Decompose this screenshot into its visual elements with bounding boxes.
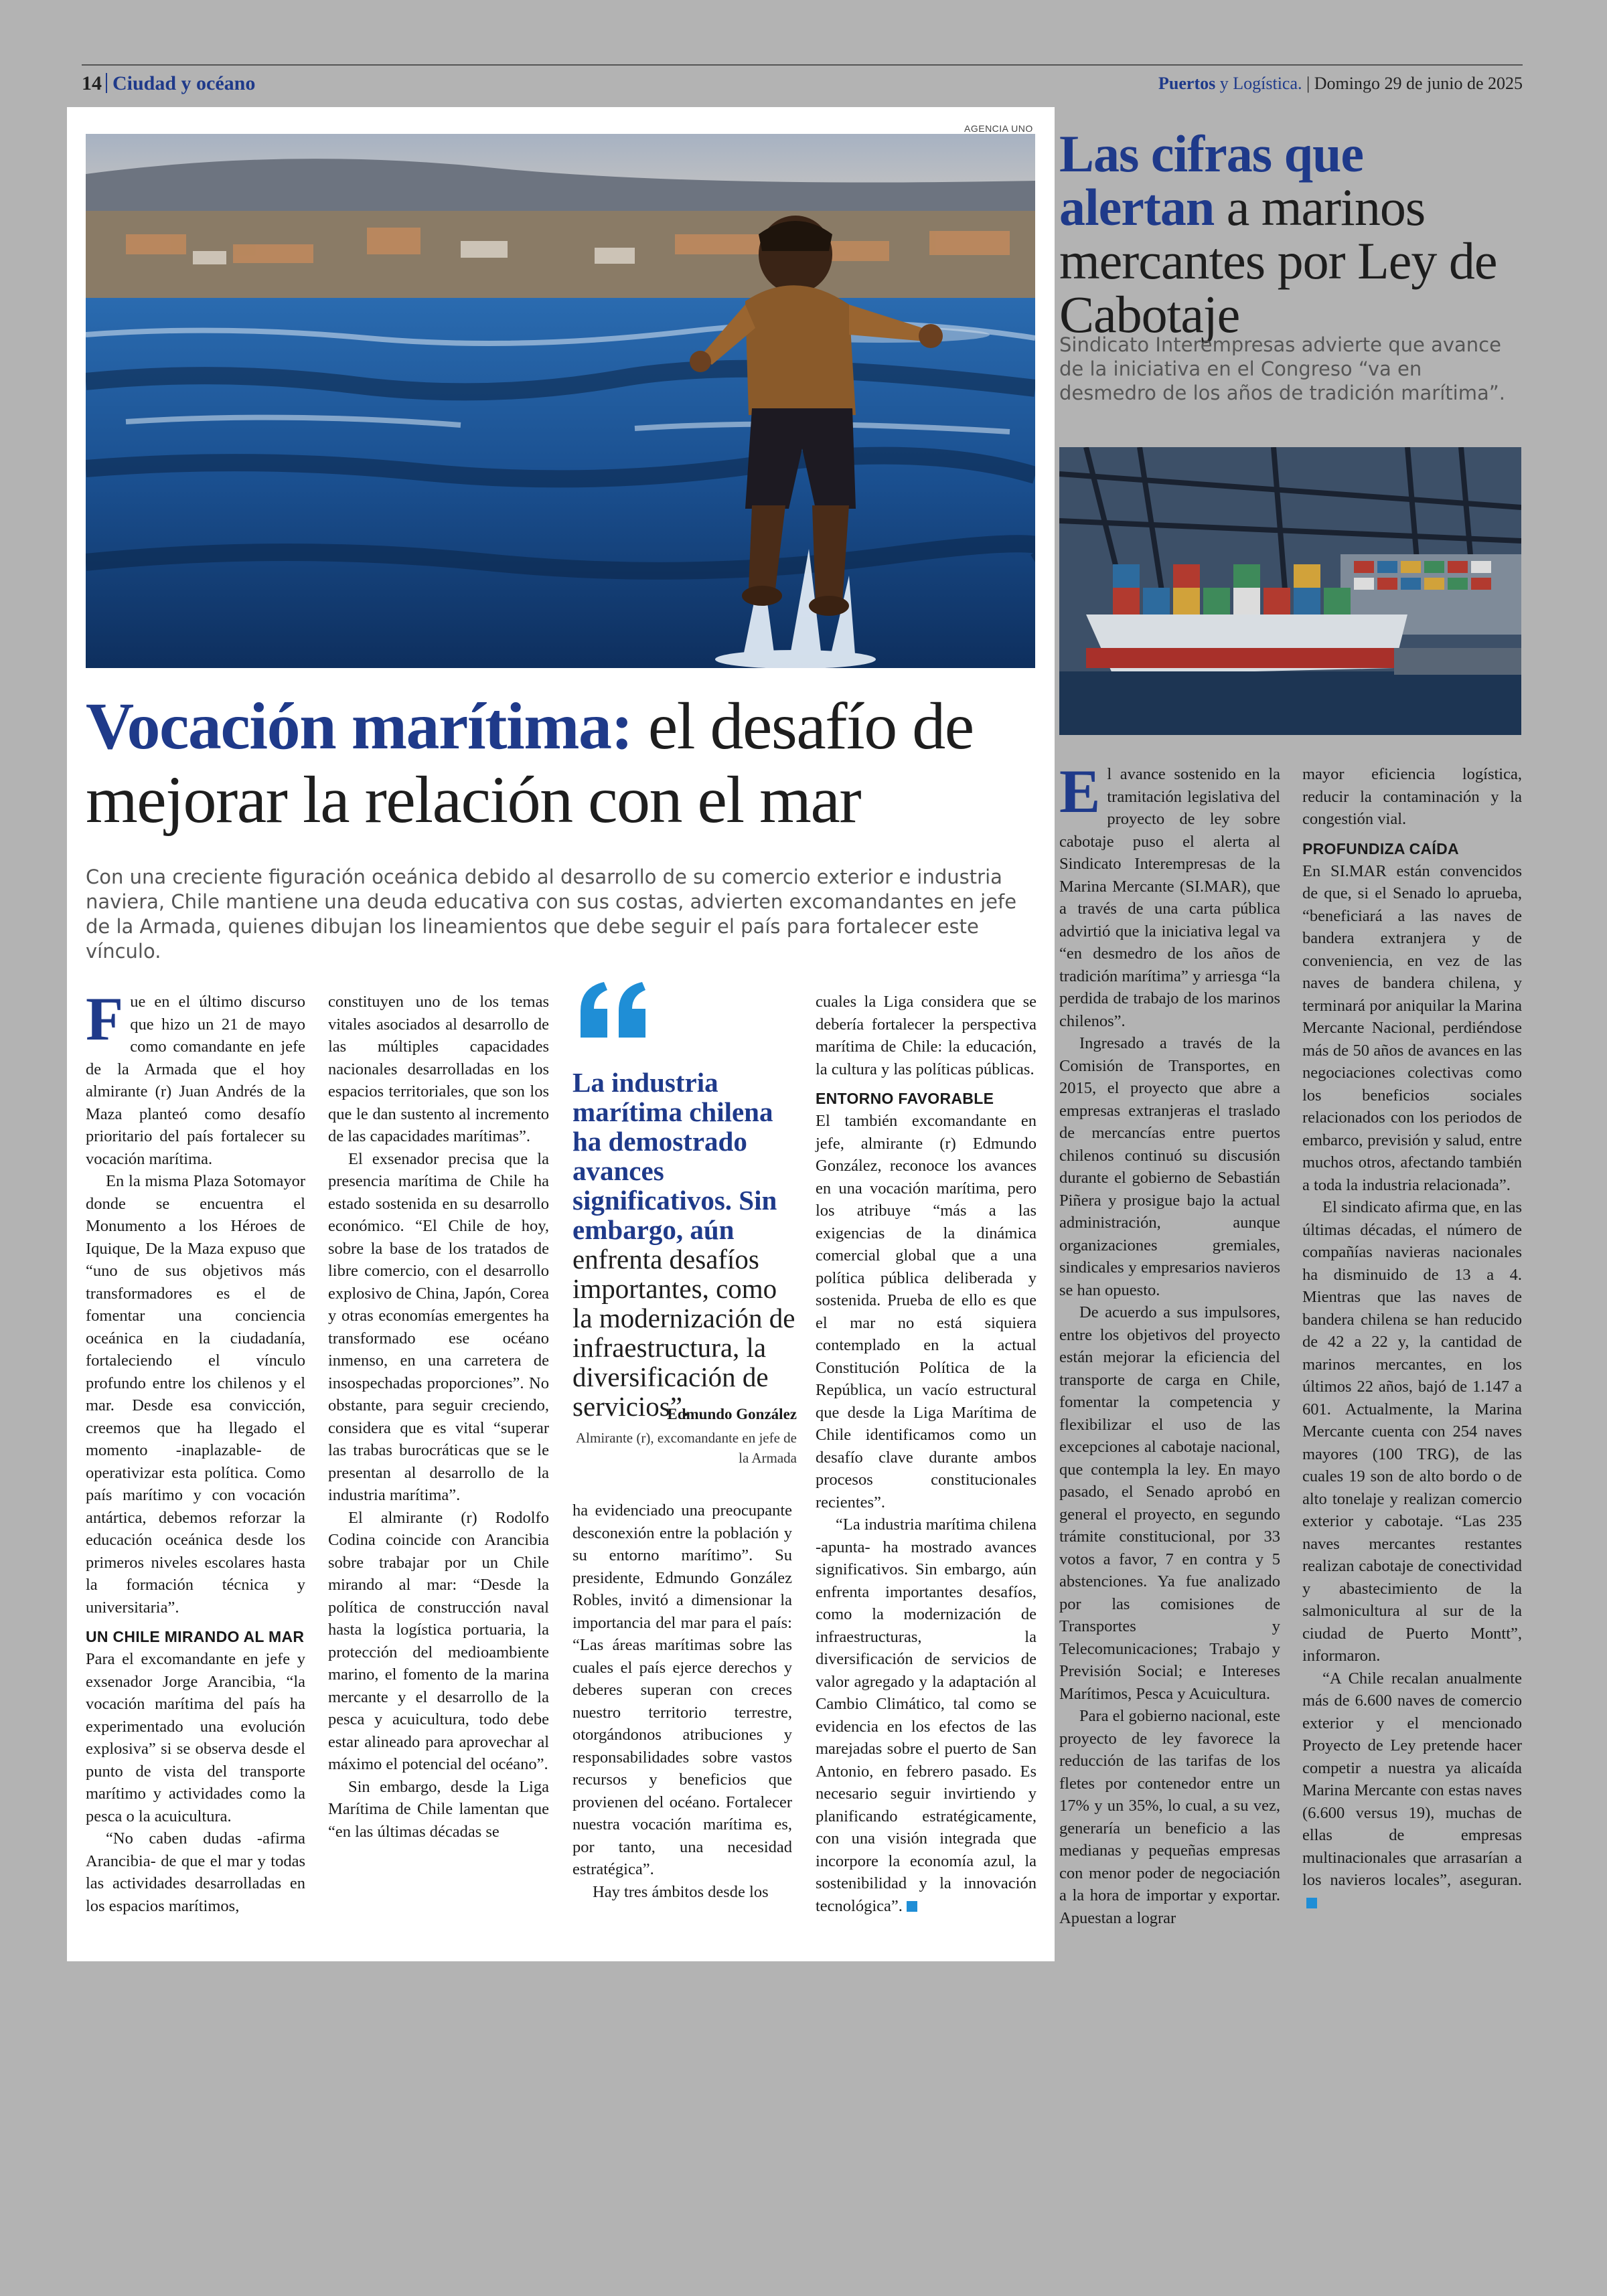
paragraph: Para el gobierno nacional, este proyecto de ley favorece la reducción de las tarifas de los fletes por contenedor entre un 17% y un 35%, lo cual, a su vez, generaría un beneficio a las medianas y pequeñas empresas con menor poder de negociación a la hora de importar y exportar. Apuestan a lograr xyxy=(1059,1707,1281,1927)
paragraph-text: ue en el último discurso que hizo un 21 de mayo como comandante en jefe de la Armada que el hoy almirante (r) Juan Andrés de la Maza planteó como desafío prioritario del país fortalecer su vocación marítima. xyxy=(86,993,305,1168)
paragraph: En SI.MAR están convencidos de que, si el Senado lo aprueba, “beneficiará a las naves de bandera extranjera y de conveniencia, en vez de las naves de bandera chilena, y terminará por aniquilar la Marina Mercante Nacional, perdiéndose más de 50 años de avances en las negociaciones colectivas como los beneficios sociales relacionados con los periodos de embarco, previsión y salud, entre muchos otros, afectando también a toda la industria relacionada”. xyxy=(1302,862,1522,1194)
paragraph: “No caben dudas -afirma Arancibia- de que el mar y todas las actividades desarrolladas en los espacios marítimos, xyxy=(86,1829,305,1915)
pull-quote xyxy=(572,1068,800,1421)
container-ship-at-port-image xyxy=(1059,447,1521,735)
side-headline xyxy=(1059,127,1528,341)
paragraph: En la misma Plaza Sotomayor donde se encuentra el Monumento a los Héroes de Iquique, De la Maza expuso que “uno de sus objetivos más transformadores es el de fomentar una conciencia oceánica en la ciudadanía, fortaleciendo el vínculo profundo entre los chilenos y el mar. Desde esa convicción, creemos que ha llegado el momento -inaplazable- de operativizar esta política. Como país marítimo y con vocación antártica, debemos reforzar la educación oceánica desde los primeros niveles escolares hasta la formación técnica y universitaria”. xyxy=(86,1172,305,1617)
paragraph: Sin embargo, desde la Liga Marítima de Chile lamentan que “en las últimas décadas se xyxy=(328,1777,549,1841)
side-deck: Sindicato Interempresas advierte que avance de la iniciativa en el Congreso “va en desmedro de los años de tradición marítima”. xyxy=(1059,333,1505,404)
main-column-4 xyxy=(816,991,1037,1917)
publication-brand: Puertos xyxy=(1158,74,1216,93)
paragraph xyxy=(1302,1667,1522,1914)
paragraph xyxy=(816,1513,1037,1917)
side-headline-bold: Las cifras que alertan xyxy=(1059,125,1363,236)
paragraph: cuales la Liga considera que se debería fortalecer la perspectiva marítima de Chile: la educación, la cultura y las políticas públicas. xyxy=(816,993,1037,1078)
paragraph: constituyen uno de los temas vitales asociados al desarrollo de las múltiples capacidades nacionales desarrolladas en los espacios territoriales, que son los que le dan sustento al incremento de las capacidades marítimas”. xyxy=(328,993,549,1145)
paragraph: De acuerdo a sus impulsores, entre los objetivos del proyecto están mejorar la eficiencia del transporte de carga en Chile, fomentar la competencia y flexibilizar el uso de las excepciones al cabotaje nacional, que contempla la ley. En mayo pasado, el Senado aprobó en general el proyecto, en segundo trámite constitucional, por 33 votos a favor, 7 en contra y 5 abstenciones. Ya fue analizado por las comisiones de Transportes y Telecomunicaciones; Trabajo y Previsión Social; e Intereses Marítimos, Pesca y Acuicultura. xyxy=(1059,1303,1280,1703)
section-name: Ciudad y océano xyxy=(112,72,256,94)
paragraph: El también excomandante en jefe, almirante (r) Edmundo González, reconoce los avances en una vocación marítima, pero los atribuye “más a las exigencias de la dinámica comercial global que a una política pública deliberada y sostenida. Prueba de ello es que el mar no está siquiera contemplado en la actual Constitución Política de la República, un vacío estructural que desde la Liga Marítima de Chile identificamos como un desafío clave durante ambos procesos constitucionales recientes”. xyxy=(816,1112,1037,1511)
paragraph xyxy=(1059,757,1280,1032)
page-header xyxy=(82,64,1523,99)
main-column-3 xyxy=(572,1499,792,1903)
page-number: 14 xyxy=(82,72,102,94)
subhead: PROFUNDIZA CAÍDA xyxy=(1302,839,1459,857)
main-headline xyxy=(86,689,1050,837)
paragraph: El sindicato afirma que, en las últimas décadas, el número de compañías navieras nacionales ha disminuido de 13 a 4. Mientras que las naves de bandera chilena se han reducido de 42 a 22 y, la cantidad de marinos mercantes, en los últimos 22 años, bajó de 1.147 a 601. Actualmente, la Marina Mercante cuenta con 254 naves mayores (100 TRG), de las cuales 19 son de alto bordo o de alto tonelaje y realizan comercio exterior y cabotaje. “Las 235 naves mercantes restantes realizan cabotaje de conectividad y abastecimiento de la salmonicultura al sur de la ciudad de Puerto Montt”, informaron. xyxy=(1302,1198,1522,1665)
side-column-1 xyxy=(1059,757,1281,1929)
paragraph: mayor eficiencia logística, reducir la contaminación y la congestión vial. xyxy=(1302,765,1522,828)
paragraph: Ingresado a través de la Comisión de Transportes, en 2015, el proyecto que abre a empresas extranjeras el traslado de mercancías entre puertos chilenos continuó su discusión durante el gobierno de Sebastián Piñera y prosigue bajo la actual administración, aunque organizaciones gremiales, sindicales y empresarios navieros se han opuesto. xyxy=(1059,1034,1280,1299)
main-deck: Con una creciente figuración oceánica debido al desarrollo de su comercio exterior e industria naviera, Chile mantiene una deuda educativa con sus costas, advierten excomandantes en jefe de la Armada, quienes dibujan los lineamientos que debe seguir el país para fortalecer este vínculo. xyxy=(86,866,1017,963)
main-photo xyxy=(86,134,1035,668)
main-headline-rest: el desafío de mejorar la relación con el mar xyxy=(86,689,974,837)
dropcap: E xyxy=(1059,757,1101,825)
paragraph-text: l avance sostenido en la tramitación legislativa del proyecto de ley sobre cabotaje puso el alerta al Sindicato Interempresas de la Marina Mercante (SI.MAR), que a través de una carta pública advirtió que la iniciativa legal va “en desmedro de los años de tradición marítima” y arriesga “la perdida de trabajo de los marinos chilenos”. xyxy=(1059,765,1280,1030)
pull-quote-author: Edmundo González xyxy=(667,1406,797,1422)
main-headline-bold: Vocación marítima: xyxy=(86,689,633,763)
pull-quote-rest: enfrenta desafíos importantes, como la modernización de infraestructura, la diversificación de servicios”. xyxy=(572,1244,795,1422)
publication-date: Domingo 29 de junio de 2025 xyxy=(1314,74,1523,93)
paragraph: El almirante (r) Rodolfo Codina coincide con Arancibia sobre trabajar por un Chile mirando al mar: “Desde la política de construcción naval hasta la logística portuaria, la protección del medioambiente marino, el fomento de la marina mercante y el desarrollo de la pesca y acuicultura, todo debe estar alineado para aprovechar al máximo el potencial del océano”. xyxy=(328,1508,549,1773)
paragraph: El exsenador precisa que la presencia marítima de Chile ha estado sostenida en su desarrollo económico. “El Chile de hoy, sobre la base de los tratados de libre comercio, con el desarrollo explosivo de China, Japón, Corea y otras economías emergentes ha transformado ese océano inmenso, en una carretera de insospechadas proporciones”. No obstante, para seguir creciendo, considera que es vital “superar las trabas burocráticas que se le presentan al desarrollo de la industria marítima”. xyxy=(328,1149,549,1504)
side-column-2 xyxy=(1302,763,1522,1914)
side-headline-rest: a marinos mercantes por Ley de Cabotaje xyxy=(1059,178,1497,343)
paragraph: Para el excomandante en jefe y exsenador Jorge Arancibia, “la vocación marítima del país ha experimentado una evolución explosiva” si se observa desde el punto de vista del transporte marítimo y actividades como la pesca o la acuicultura. xyxy=(86,1650,305,1825)
subhead: UN CHILE MIRANDO AL MAR xyxy=(86,1628,305,1645)
publication-info xyxy=(1158,74,1523,94)
pull-quote-role: Almirante (r), excomandante en jefe de la Armada xyxy=(575,1430,797,1466)
paragraph: Hay tres ámbitos desde los xyxy=(593,1882,769,1901)
quote-mark-icon xyxy=(577,981,651,1041)
dropcap: F xyxy=(86,985,124,1053)
paragraph xyxy=(86,985,305,1170)
end-mark-icon xyxy=(1306,1898,1317,1908)
header-divider xyxy=(106,73,107,93)
main-column-1 xyxy=(86,985,305,1917)
section-label xyxy=(82,72,255,95)
publication-brand-2: y Logística. xyxy=(1219,74,1302,93)
header-separator: | xyxy=(1306,74,1314,93)
side-photo xyxy=(1059,447,1521,735)
paragraph-text: “La industria marítima chilena -apunta- ha mostrado avances significativos. Sin embargo, aún enfrenta importantes desafíos, como la modernización de infraestructuras, la diversificación de servicios de valor agregado y la adaptación al Cambio Climático, tal como se evidencia en los efectos de las marejadas sobre el puerto de San Antonio, en febrero pasado. Es necesario seguir invirtiendo y planificando estratégicamente, con una visión integrada que incorpore la economía azul, la sostenibilidad y la innovación tecnológica”. xyxy=(816,1515,1037,1915)
photo-credit: AGENCIA UNO xyxy=(964,123,1033,134)
paragraph-text: “A Chile recalan anualmente más de 6.600 naves de comercio exterior y el mencionado Proyecto de Ley pretende hacer competir a nuestra ya alicaída Marina Mercante con estas naves (6.600 versus 19), muchas de ellas de empresas multinacionales que arrasarían a los navieros locales”, aseguran. xyxy=(1302,1669,1522,1889)
paragraph: ha evidenciado una preocupante desconexión entre la población y su entorno marítimo”. Su presidente, Edmundo González Robles, invitó a dimensionar la importancia del mar para el país: “Las áreas marítimas sobre las cuales el país ejerce derechos y deberes superan con creces nuestro territorio terrestre, otorgándonos atribuciones y responsabilidades sobre vastos recursos y beneficios que provienen del océano. Fortalecer nuestra vocación marítima es, por tanto, una necesidad estratégica”. xyxy=(572,1501,792,1878)
main-column-2 xyxy=(328,991,549,1843)
child-jumping-in-sea-image xyxy=(86,134,1035,668)
pull-quote-bold: La industria marítima chilena ha demostrado avances significativos. Sin embargo, aún xyxy=(572,1067,777,1245)
end-mark-icon xyxy=(907,1901,917,1912)
subhead: ENTORNO FAVORABLE xyxy=(816,1090,994,1107)
